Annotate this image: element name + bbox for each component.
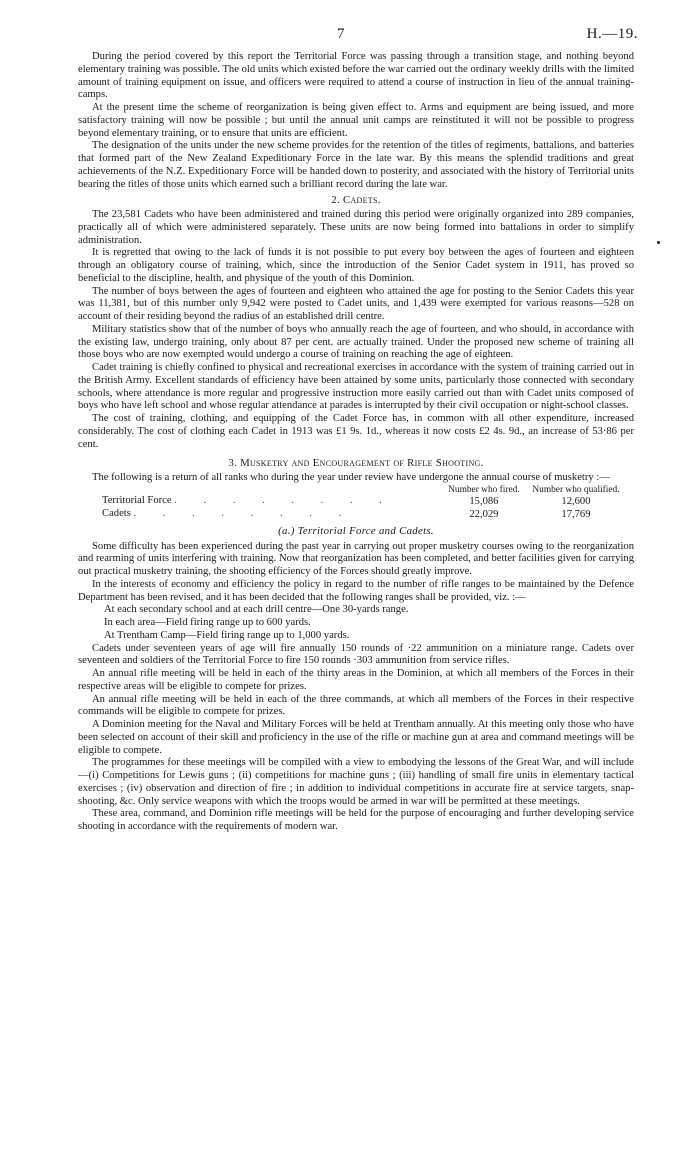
musketry-return-table — [102, 485, 622, 521]
paragraph: The cost of training, clothing, and equipping of the Cadet Force has, in common with all other expenditure, increased considerably. The cost of clothing each Cadet in 1913 was £1 9s. 1d., whereas it now costs £2 4s. 9d., an increase of 53·86 per cent. — [78, 413, 634, 450]
subsection-heading: (a.) Territorial Force and Cadets. — [278, 524, 434, 537]
range-item: In each area—Field firing range up to 600 yards. — [104, 617, 311, 628]
page-header — [0, 26, 700, 46]
leader-dots: . . . . . . . . — [174, 494, 394, 506]
row-label: Cadets — [102, 507, 131, 519]
table-row — [102, 495, 622, 508]
paragraph: At the present time the scheme of reorganization is being given effect to. Arms and equipment are being issued, and more satisfactory training will now be possible ; but until the annual unit camps are reinstituted it will not be possible to progress beyond elementary training, or to ensure that units are efficient. — [78, 102, 634, 139]
paragraph: The programmes for these meetings will be compiled with a view to embodying the lessons of the Great War, and will include—(i) Competitions for Lewis guns ; (ii) competitions for machine guns ; (iii) handling of small fire units in elementary tactical exercises ; (iv) observation and direction of fire ; in addition to individual competitions in accurate fire at service targets, snap-shooting, &c. Only service weapons with which the troops would be armed in war will be permitted at these meetings. — [78, 757, 634, 807]
table-header-row — [102, 485, 622, 495]
section-heading-cadets: 2. Cadets. — [331, 194, 381, 207]
section-heading-musketry: 3. Musketry and Encouragement of Rifle Shooting. — [228, 457, 484, 470]
paragraph: It is regretted that owing to the lack of funds it is not possible to put every boy between the ages of fourteen and eighteen through an obligatory course of training, which, since the introduction of the Senior Cadet system in 1911, has proved so beneficial to the discipline, health, and physique of the youth of this Dominion. — [78, 247, 634, 284]
paragraph: A Dominion meeting for the Naval and Military Forces will be held at Trentham annually. At this meeting only those who have been selected on account of their skill and proficiency in the use of the rifle or machine gun at area and command meetings will be eligible to compete. — [78, 719, 634, 756]
cell-fired: 22,029 — [469, 508, 499, 520]
cell-fired: 15,086 — [469, 495, 499, 507]
paragraph: These area, command, and Dominion rifle meetings will be held for the purpose of encouraging and further developing service shooting in accordance with the requirements of modern war. — [78, 808, 634, 832]
table-row — [102, 508, 622, 521]
paragraph: The designation of the units under the new scheme provides for the retention of the titles of regiments, battalions, and batteries that formed part of the New Zealand Expeditionary Force in the late war. By this means the splendid traditions and great achievements of the N.Z. Expeditionary Force will be handed down to posterity, and associated with the history of Territorial units bearing the titles of those units which earned such a brilliant record during the late war. — [78, 140, 634, 190]
cell-qualified: 17,769 — [561, 508, 591, 520]
paragraph: In the interests of economy and efficiency the policy in regard to the number of rifle ranges to be maintained by the Defence Department has been revised, and it has been decided that the following ranges shall be provided, viz. :— — [78, 578, 634, 603]
range-item: At each secondary school and at each drill centre—One 30-yards range. — [104, 604, 409, 616]
cell-qualified: 12,600 — [561, 495, 591, 507]
paragraph: An annual rifle meeting will be held in each of the thirty areas in the Dominion, at which all members of the Forces in their respective areas will be eligible to compete for prizes. — [78, 668, 634, 692]
leader-dots: . . . . . . . . — [133, 507, 354, 519]
page-number: 7 — [337, 26, 345, 42]
paragraph: The number of boys between the ages of fourteen and eighteen who attained the age for posting to the Senior Cadets this year was 11,381, but of this number only 9,942 were posted to Cadet units, and 1,439 were exempted for various reasons—528 on account of their residing beyond the radius of an established drill centre. — [78, 285, 634, 322]
paragraph: Military statistics show that of the number of boys who annually reach the age of fourteen, and who should, in accordance with the existing law, undergo training, only about 87 per cent. are actually trained. Under the proposed new scheme of training all those boys who are now exempted would undergo a course of training on reaching the age of eighteen. — [78, 323, 634, 361]
paragraph: Cadet training is chiefly confined to physical and recreational exercises in accordance with the system of training carried out in the British Army. Excellent standards of efficiency have been attained by some units, particularly those connected with secondary schools, where attendance is more regular and progressive instruction more easily carried out than with Cadet units composed of boys who have left school and whose regular attendance at parades is interrupted by their civil occupation or night-school classes. — [78, 362, 634, 412]
paragraph: The 23,581 Cadets who have been administered and trained during this period were originally organized into 289 companies, practically all of which were administered separately. These units are now being formed into battalions in order to simplify administration. — [78, 209, 634, 246]
paragraph: During the period covered by this report the Territorial Force was passing through a transition stage, and nothing beyond elementary training was possible. The old units which existed before the war carried out the ordinary weekly drills with the limited amount of training equipment on issue, and officers were required to attend a course of instruction in lieu of the annual training-camps. — [78, 51, 634, 101]
paragraph: The following is a return of all ranks who during the year under review have undergone the annual course of musketry :— — [92, 472, 610, 483]
column-header-fired: Number who fired. — [448, 484, 520, 495]
report-body — [78, 51, 634, 834]
document-reference: H.—19. — [586, 26, 638, 42]
row-label: Territorial Force — [102, 494, 172, 506]
range-item: At Trentham Camp—Field firing range up to 1,000 yards. — [104, 629, 350, 641]
column-header-qualified: Number who qualified. — [532, 484, 620, 495]
paragraph: Some difficulty has been experienced during the past year in carrying out proper musketry courses owing to the reorganization and rearming of units interfering with training. Now that reorganization has been completed, and better facilities given for carrying out practical musketry training, the shooting efficiency of the Forces should greatly improve. — [78, 540, 634, 577]
margin-speck — [657, 241, 660, 244]
paragraph: An annual rifle meeting will be held in each of the three commands, at which all members of the Forces in their respective commands will be eligible to compete for prizes. — [78, 693, 634, 718]
paragraph: Cadets under seventeen years of age will fire annually 150 rounds of ·22 ammunition on a miniature range. Cadets over seventeen and soldiers of the Territorial Force to fire 150 rounds ·303 ammunition from service rifles. — [78, 642, 634, 667]
